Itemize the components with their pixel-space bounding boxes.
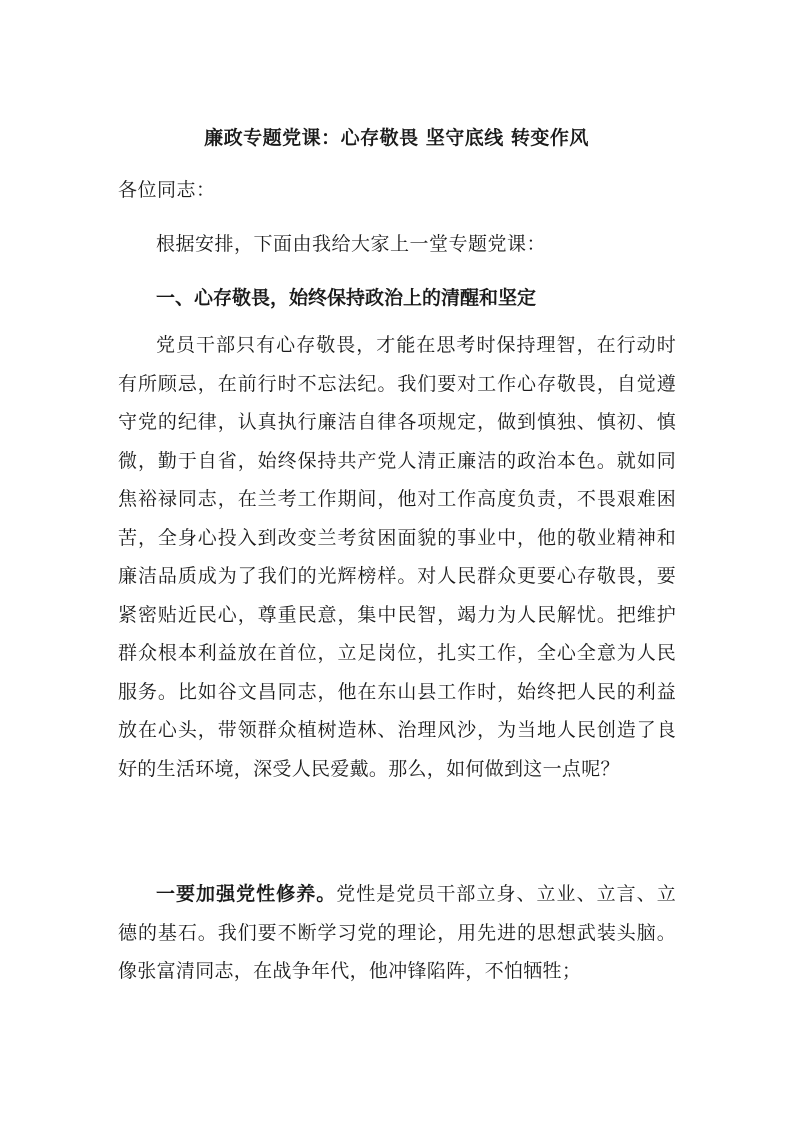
paragraph-body: 党性是党员干部立身、立业、立言、立德的基石。我们要不断学习党的理论，用先进的思想武装头脑。像张富清同志，在战争年代，他冲锋陷阵，不怕牺牲；: [118, 883, 676, 982]
body-paragraph-1: 党员干部只有心存敬畏，才能在思考时保持理智，在行动时有所顾忌，在前行时不忘法纪。我们要对工作心存敬畏，自觉遵守党的纪律，认真执行廉洁自律各项规定，做到慎独、慎初、慎微，勤于自省，始终保持共产党人清正廉洁的政治本色。就如同焦裕禄同志，在兰考工作期间，他对工作高度负责，不畏艰难困苦，全身心投入到改变兰考贫困面貌的事业中，他的敬业精神和廉洁品质成为了我们的光辉榜样。对人民群众更要心存敬畏，要紧密贴近民心，尊重民意，集中民智，竭力为人民解忧。把维护群众根本利益放在首位，立足岗位，扎实工作，全心全意为人民服务。比如谷文昌同志，他在东山县工作时，始终把人民的利益放在心头，带领群众植树造林、治理风沙，为当地人民创造了良好的生活环境，深受人民爱戴。那么，如何做到这一点呢？: [118, 334, 676, 780]
paragraph-lead: 一要加强党性修养。: [156, 883, 337, 905]
document-title: 廉政专题党课：心存敬畏 坚守底线 转变作风: [204, 127, 589, 149]
salutation: 各位同志：: [118, 179, 216, 201]
intro-paragraph: 根据安排，下面由我给大家上一堂专题党课：: [156, 233, 547, 255]
section-heading: 一、心存敬畏，始终保持政治上的清醒和坚定: [156, 287, 537, 309]
body-paragraph-2: [118, 875, 676, 991]
